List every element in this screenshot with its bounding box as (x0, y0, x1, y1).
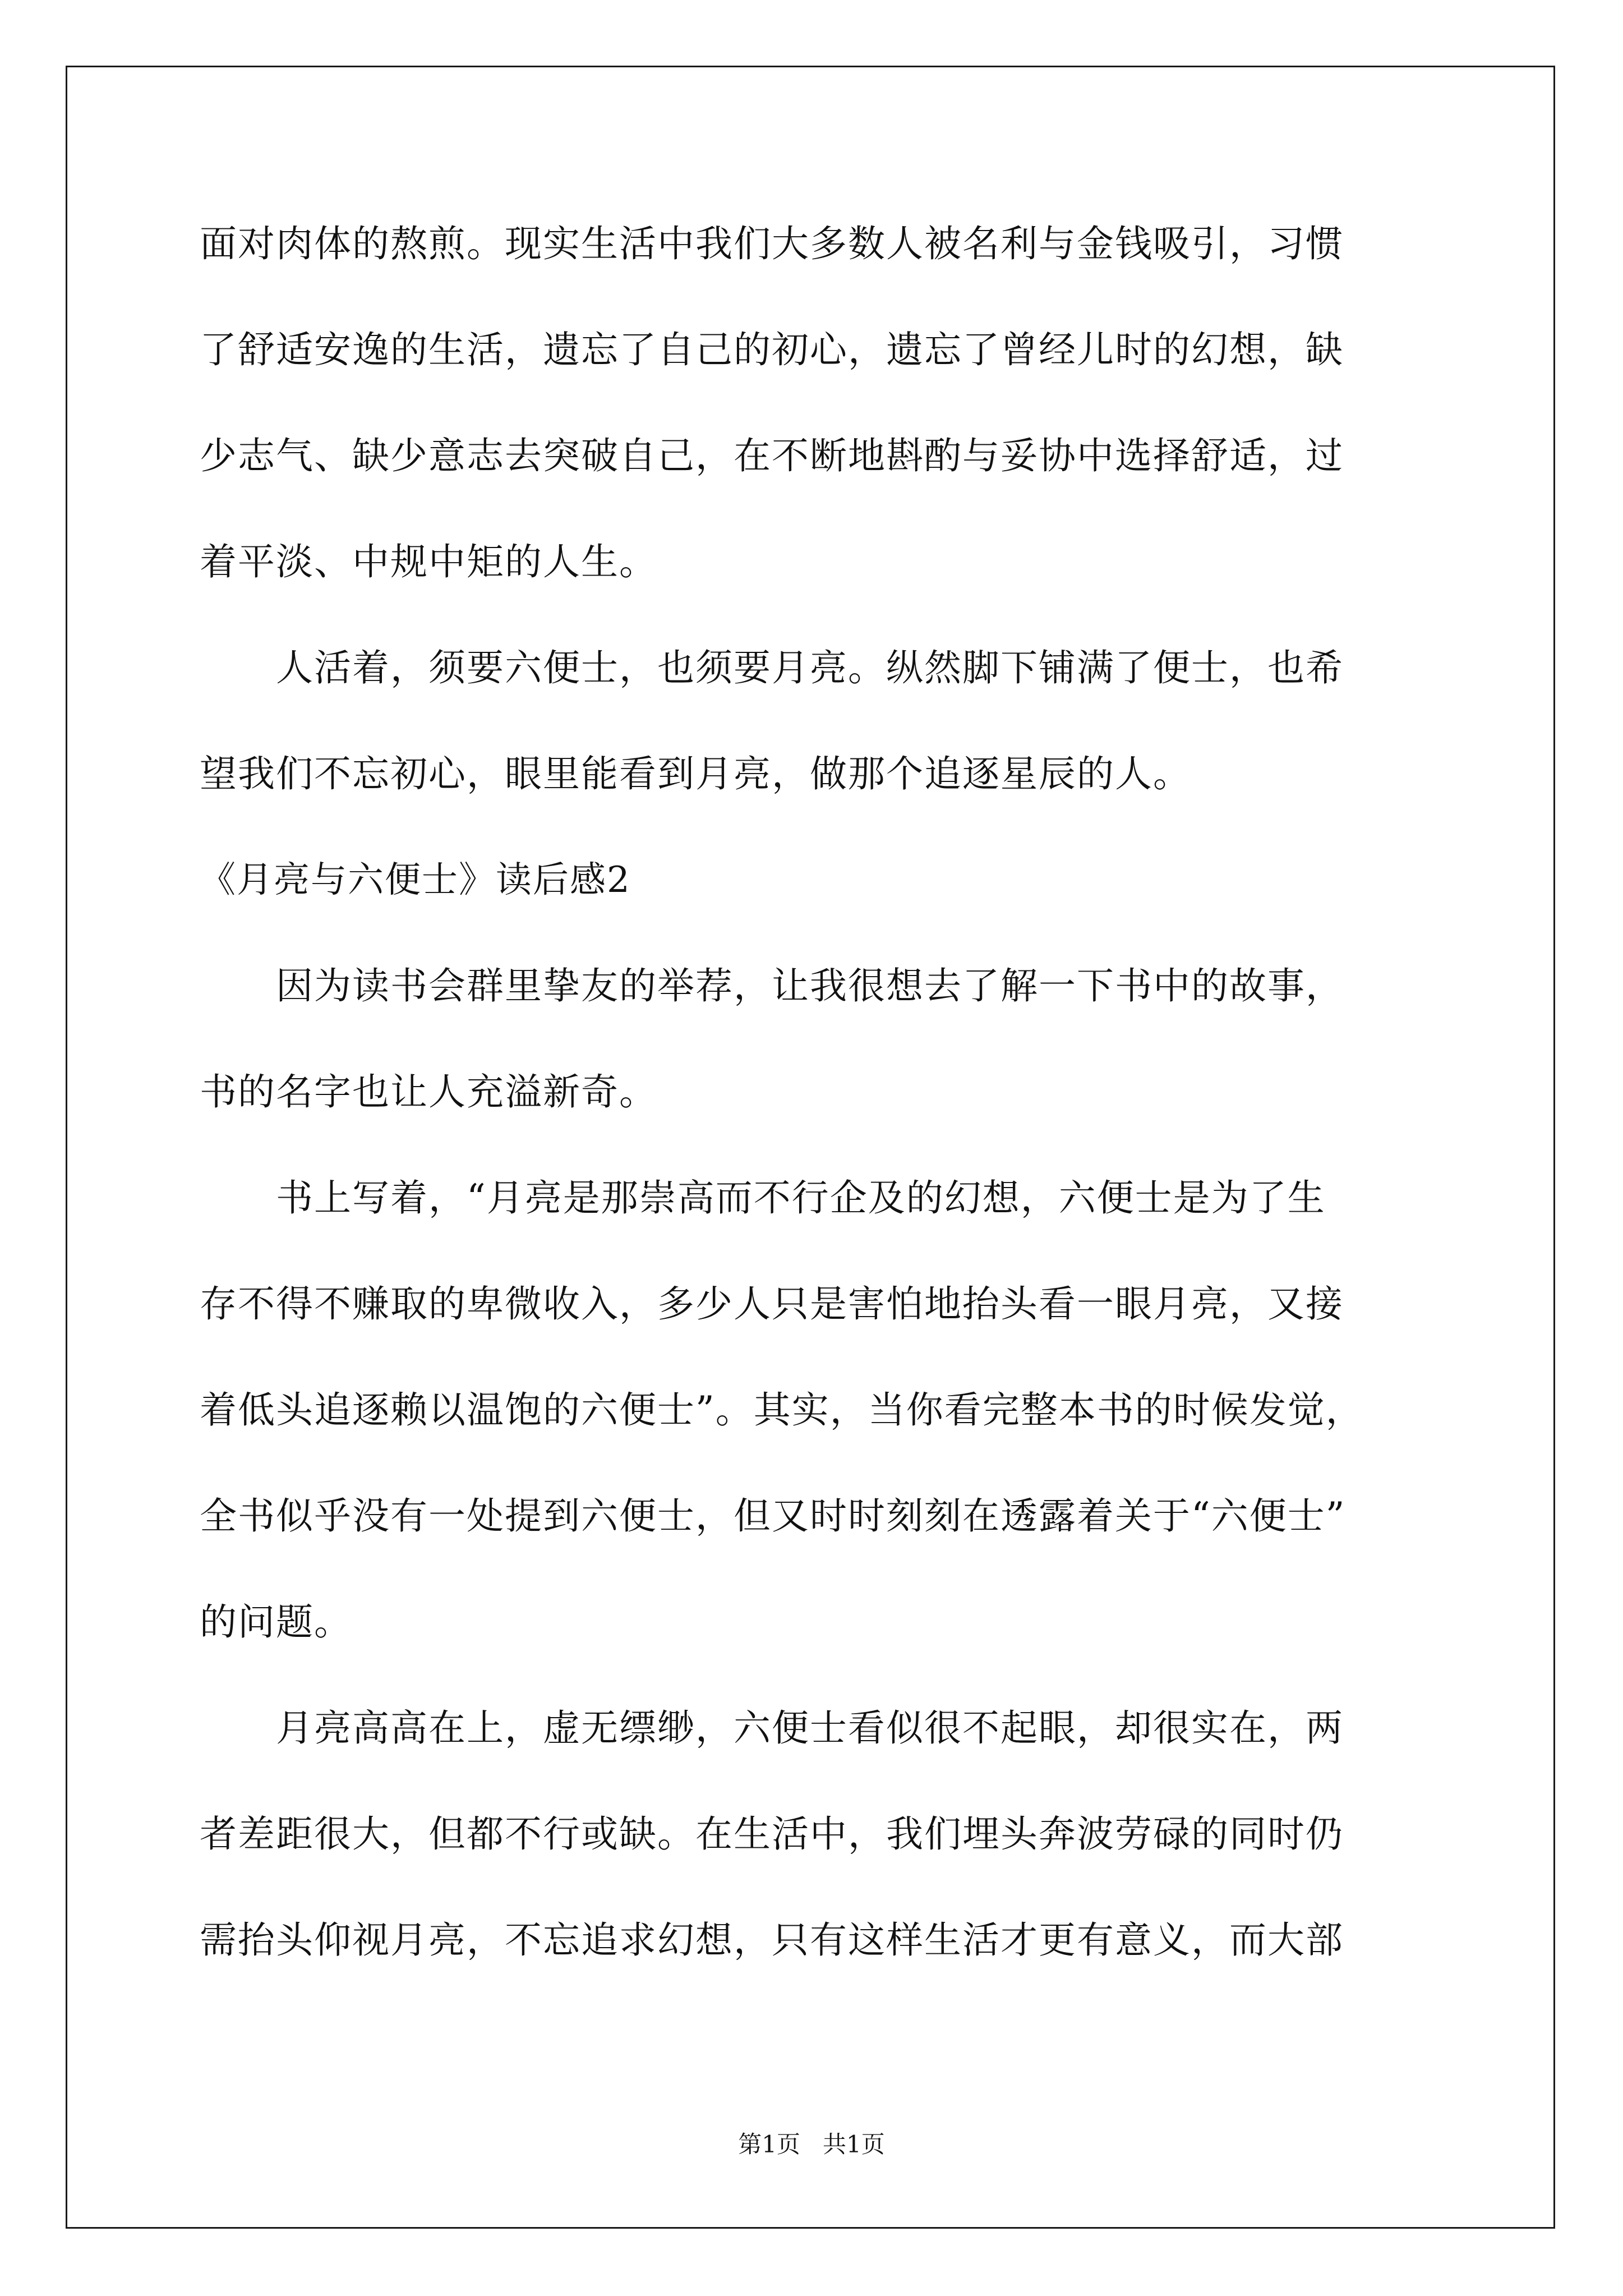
paragraph-line: 少志气、缺少意志去突破自己，在不断地斟酌与妥协中选择舒适，过 (200, 434, 1344, 477)
paragraph-line: 的问题。 (200, 1600, 352, 1644)
section-heading: 《月亮与六便士》读后感2 (200, 859, 631, 901)
paragraph-line: 着平淡、中规中矩的人生。 (200, 540, 657, 583)
paragraph-line: 人活着，须要六便士，也须要月亮。纵然脚下铺满了便士，也希 (200, 646, 1344, 689)
paragraph-line: 者差距很大，但都不行或缺。在生活中，我们埋头奔波劳碌的同时仍 (200, 1812, 1344, 1856)
paragraph-line: 全书似乎没有一处提到六便士，但又时时刻刻在透露着关于“六便士” (200, 1494, 1346, 1538)
paragraph-line: 因为读书会群里挚友的举荐，让我很想去了解一下书中的故事， (200, 964, 1344, 1007)
paragraph-line: 着低头追逐赖以温饱的六便士”。其实，当你看完整本书的时候发觉， (200, 1388, 1364, 1432)
paragraph-line: 望我们不忘初心，眼里能看到月亮，做那个追逐星辰的人。 (200, 752, 1191, 795)
paragraph-line: 了舒适安逸的生活，遗忘了自己的初心，遗忘了曾经儿时的幻想，缺 (200, 328, 1344, 371)
paragraph-line: 需抬头仰视月亮，不忘追求幻想，只有这样生活才更有意义，而大部 (200, 1918, 1344, 1962)
page-border (66, 66, 1555, 2229)
page-footer (0, 2128, 1623, 2161)
paragraph-line: 书的名字也让人充溢新奇。 (200, 1070, 657, 1114)
paragraph-line: 书上写着，“月亮是那崇高而不行企及的幻想，六便士是为了生 (200, 1176, 1326, 1220)
paragraph-line: 月亮高高在上，虚无缥缈，六便士看似很不起眼，却很实在，两 (200, 1706, 1344, 1750)
paragraph-line: 面对肉体的熬煎。现实生活中我们大多数人被名利与金钱吸引，习惯 (200, 222, 1344, 265)
paragraph-line: 存不得不赚取的卑微收入，多少人只是害怕地抬头看一眼月亮，又接 (200, 1282, 1344, 1326)
page-total: 共1页 (823, 2131, 885, 2158)
page-number: 第1页 (738, 2131, 800, 2158)
